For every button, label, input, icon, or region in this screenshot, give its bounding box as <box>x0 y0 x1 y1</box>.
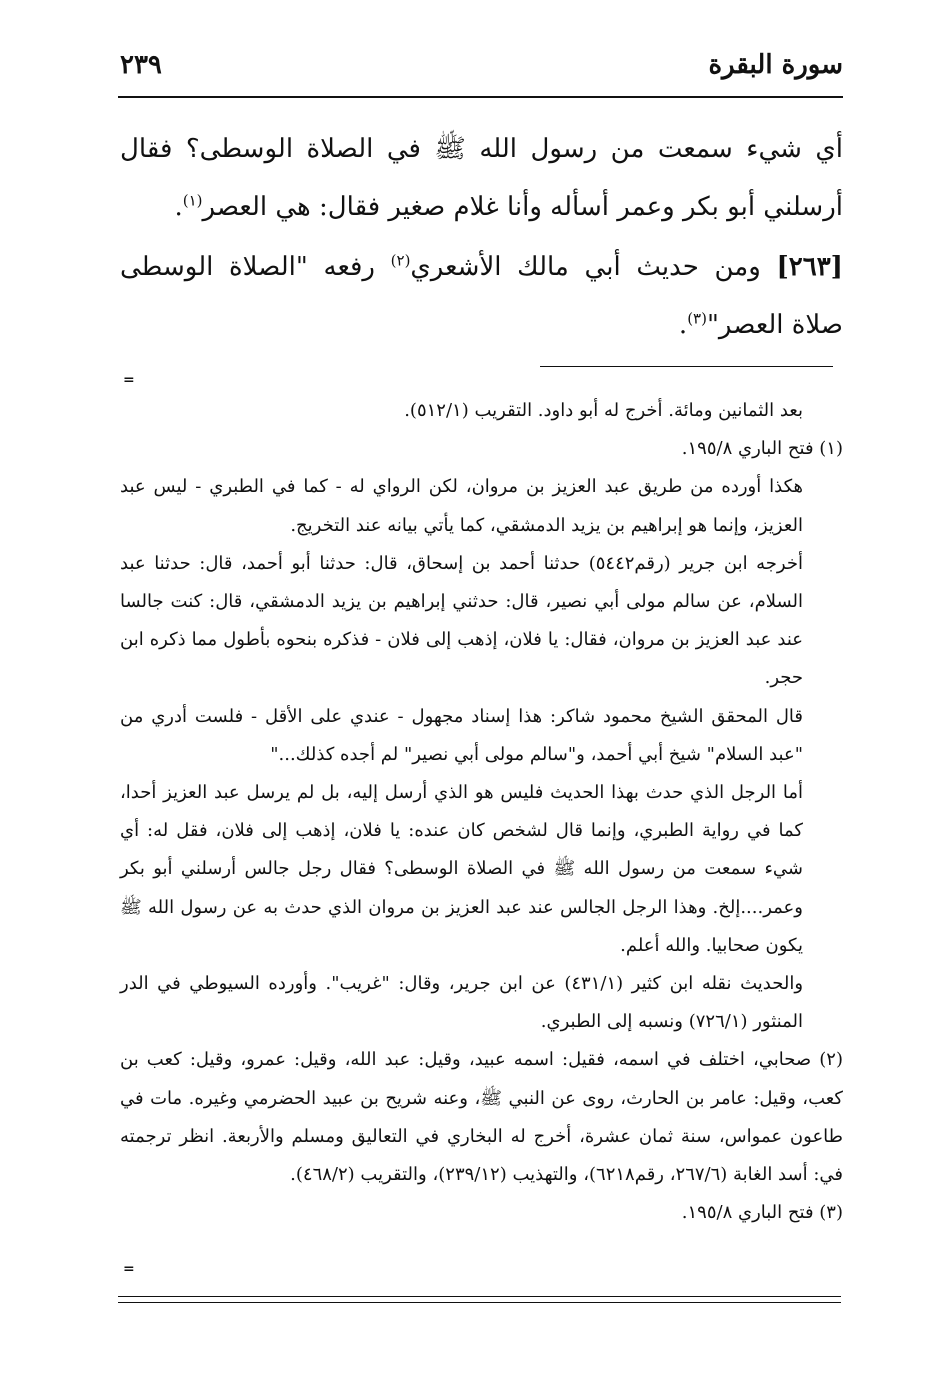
footnote-1-paragraph: قال المحقق الشيخ محمود شاكر: هذا إسناد مجهول - عندي على الأقل - فلست أدري من "عبد السلام" شيخ أبي أحمد، و"سالم مولى أبي نصير" لم أجده كذلك..." <box>120 705 803 765</box>
footnote-2: (٢) صحابي، اختلف في اسمه، فقيل: اسمه عبيد، وقيل: عبد الله، وقيل: عمرو، وقيل: كعب بن كعب، وقيل: عامر بن الحارث، روى عن النبي ﷺ، وعنه شريح بن عبيد الحضرمي وغيره. مات في طاعون عمواس، سنة ثمان عشرة، أخرج له البخاري في التعاليق ومسلم والأربعة. انظر ترجمته في: أسد الغابة (٢٦٧/٦، رقم٦٢١٨)، والتهذيب (٢٣٩/١٢)، والتقريب (٤٦٨/٢). <box>120 1049 843 1186</box>
footnote-separator <box>540 366 833 367</box>
page-header <box>120 50 843 94</box>
main-paragraph-2: [٢٦٣] ومن حديث أبي مالك الأشعري$^{(٢)}$ رفعه "الصلاة الوسطى صلاة العصر"$^{(٣)}$. <box>120 251 843 340</box>
bottom-rule <box>118 1302 841 1303</box>
bottom-rule <box>118 1296 841 1297</box>
footnote-1-paragraph: والحديث نقله ابن كثير (٤٣١/١) عن ابن جرير، وقال: "غريب". وأورده السيوطي في الدر المنثور (٧٢٦/١) ونسبه إلى الطبري. <box>120 973 804 1033</box>
continuation-mark-top: = <box>123 372 135 388</box>
footnote-ref-1: (١) <box>182 191 203 210</box>
continuation-mark-bottom: = <box>123 1261 135 1277</box>
footnote-1-paragraph: أما الرجل الذي حدث بهذا الحديث فليس هو الذي أرسل إليه، بل لم يرسل عبد العزيز أحدا، كما في رواية الطبري، وإنما قال لشخص كان عنده: يا فلان، إذهب إلى فلان، فقل له: أي شيء سمعت من رسول الله ﷺ في الصلاة الوسطى؟ فقال رجل جالس أرسلني أبو بكر وعمر....إلخ. وهذا الرجل الجالس عند عبد العزيز بن مروان الذي حدث به عن رسول الله ﷺ يكون صحابيا. والله أعلم. <box>120 782 803 956</box>
footnote-3: (٣) فتح الباري ١٩٥/٨. <box>681 1202 843 1224</box>
footnote-ref-3: (٣) <box>687 309 707 328</box>
footnote-1-paragraph: هكذا أورده من طريق عبد العزيز بن مروان، لكن الرواي له - كما في الطبري - ليس عبد العزيز، وإنما هو إبراهيم بن يزيد الدمشقي، كما يأتي بيانه عند التخريج. <box>120 476 803 536</box>
main-text <box>120 120 843 354</box>
footnote-ref-2: (٢) <box>390 251 411 270</box>
footnote-1-paragraph: أخرجه ابن جرير (رقم٥٤٤٢) حدثنا أحمد بن إسحاق، قال: حدثنا أبو أحمد، قال: حدثنا عبد السلام، عن سالم مولى أبي نصير، قال: حدثني إبراهيم بن يزيد الدمشقي، قال: كنت جالسا عند عبد العزيز بن مروان، فقال: يا فلان، إذهب إلى فلان - فذكره بنحوه بأطول مما ذكره ابن حجر. <box>120 552 803 689</box>
surah-title: سورة البقرة <box>708 50 843 80</box>
header-rule <box>118 96 843 98</box>
page-number: ٢٣٩ <box>120 50 162 80</box>
footnotes <box>120 392 843 1232</box>
footnote-continued: بعد الثمانين ومائة. أخرج له أبو داود. التقريب (٥١٢/١). <box>404 400 803 421</box>
footnote-1-title: (١) فتح الباري ١٩٥/٨. <box>681 438 843 460</box>
main-paragraph-1: أي شيء سمعت من رسول الله ﷺ في الصلاة الوسطى؟ فقال أرسلني أبو بكر وعمر أسأله وأنا غلام صغير فقال: هي العصر$^{(١)}$. <box>120 134 843 222</box>
hadith-number: [٢٦٣] <box>776 252 843 282</box>
